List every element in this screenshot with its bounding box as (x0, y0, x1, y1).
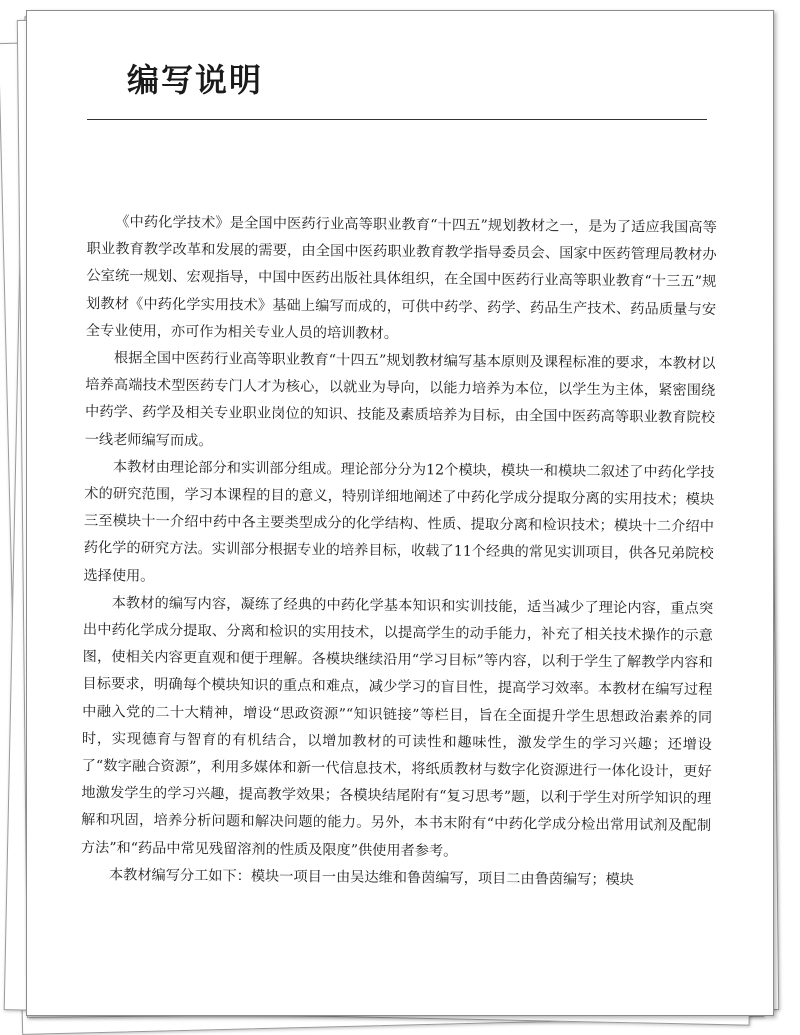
paragraph-principles: 根据全国中医药行业高等职业教育“十四五”规划教材编写基本原则及课程标准的要求，本教材以培养高端技术型医药专门人才为核心，以就业为导向，以能力培养为本位，以学生为主体，紧密围绕中药学、药学及相关专业职业岗位的知识、技能及素质培养为目标，由全国中医药高等职业教育院校一线老师编写而成。 (84, 350, 716, 449)
document-body (80, 209, 716, 895)
paragraph-intro: 《中药化学技术》是全国中医药行业高等职业教育“十四五”规划教材之一，是为了适应我国高等职业教育教学改革和发展的需要，由全国中医药职业教育教学指导委员会、国家中医药管理局教材办公室统一规划、宏观指导，中国中医药出版社具体组织，在全国中医药行业高等职业教育“十三五”规划教材《中药化学实用技术》基础上编写而成的，可供中药学、药学、药品生产技术、药品质量与安全专业使用，亦可作为相关专业人员的培训教材。 (85, 214, 717, 342)
paragraph-authors: 本教材编写分工如下：模块一项目一由吴达维和鲁茵编写，项目二由鲁茵编写；模块 (108, 867, 635, 889)
page-title: 编写说明 (127, 61, 264, 99)
paragraph-structure: 本教材由理论部分和实训部分组成。理论部分分为12个模块，模块一和模块二叙述了中药化学技术的研究范围，学习本课程的目的意义，特别详细地阐述了中药化学成分提取分离的实用技术；模块三至模块十一介绍中药中各主要类型成分的化学结构、性质、提取分离和检识技术；模块十二介绍中药化学的研究方法。实训部分根据专业的培养目标，收载了11个经典的常见实训项目，供各兄弟院校选择使用。 (83, 459, 715, 585)
document-page (26, 10, 774, 1016)
title-underline (87, 119, 707, 120)
paragraph-content: 本教材的编写内容，凝练了经典的中药化学基本知识和实训技能，适当减少了理论内容，重点突出中药化学成分提取、分离和检识的实用技术，以提高学生的动手能力，补充了相关技术操作的示意图，使相关内容更直观和便于理解。各模块继续沿用“学习目标”等内容，以利于学生了解教学内容和目标要求，明确每个模块知识的重点和难点，减少学习的盲目性，提高学习效率。本教材在编写过程中融入党的二十大精神，增设“思政资源”“知识链接”等栏目，旨在全面提升学生思想政治素养的同时，实现德育与智育的有机结合，以增加教材的可读性和趣味性，激发学生的学习兴趣；还增设了“数字融合资源”，利用多媒体和新一代信息技术，将纸质教材与数字化资源进行一体化设计，更好地激发学生的学习兴趣，提高教学效果；各模块结尾附有“复习思考”题，以利于学生对所学知识的理解和巩固，培养分析问题和解决问题的能力。另外，本书末附有“中药化学成分检出常用试剂及配制方法”和“药品中常见残留溶剂的性质及限度”供使用者参考。 (80, 595, 714, 860)
